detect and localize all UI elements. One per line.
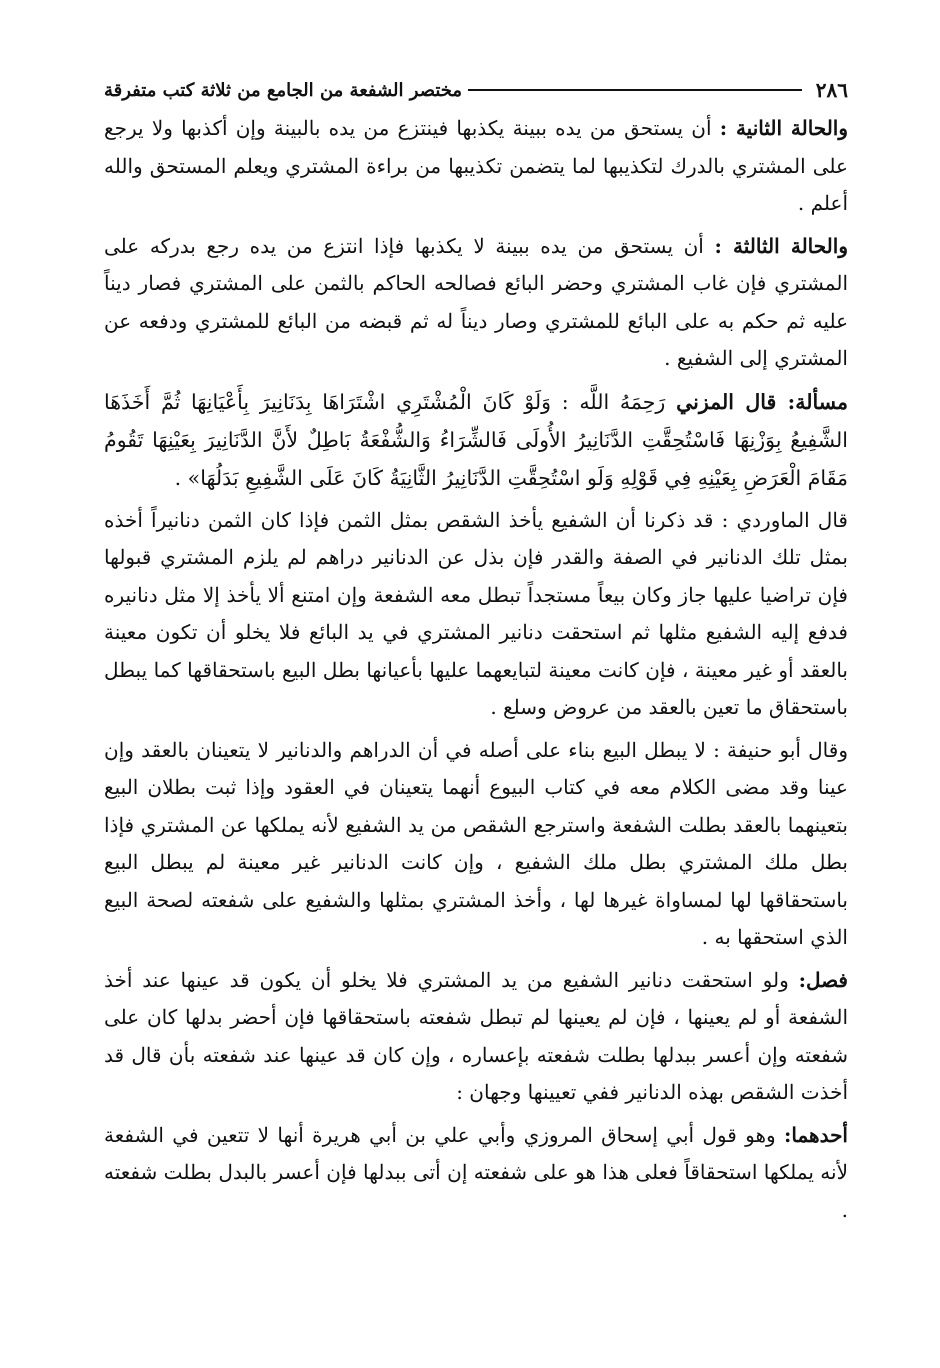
paragraph-text: ولو استحقت دنانير الشفيع من يد المشتري فلا يخلو أن يكون قد عينها عند أخذ الشفعة أو لم يعينها ، فإن لم يعينها لم تبطل شفعته باستحقاقها فإن أحضر بدلها كان على شفعته وإن أعسر ببدلها بطلت شفعته بإعساره ، وإن كان قد عينها عند شفعته بأن قال قد أخذت الشقص بهذه الدنانير ففي تعيينها وجهان : — [104, 967, 848, 1104]
paragraph-case-two — [104, 110, 848, 223]
paragraph-lead: فصل: — [798, 967, 848, 992]
paragraph-text: أن يستحق من يده ببينة لا يكذبها فإذا انتزع من يده رجع بدركه على المشتري فإن غاب المشتري وحضر البائع فصالحه الحاكم بالثمن على المشتري فصار ديناً عليه ثم حكم به على البائع للمشتري وصار ديناً له ثم قبضه من البائع للمشتري ودفعه عن المشتري إلى الشفيع . — [104, 233, 848, 370]
paragraph-case-three — [104, 228, 848, 378]
paragraph-mawardi — [104, 502, 848, 727]
document-body — [104, 110, 848, 1229]
header-rule — [468, 89, 802, 91]
paragraph-text: قال الماوردي : قد ذكرنا أن الشفيع يأخذ الشقص بمثل الثمن فإذا كان الثمن دنانيراً أخذه بمثل تلك الدنانير في الصفة والقدر فإن بذل عن الدنانير دراهم لم يلزم المشتري قبولها فإن تراضيا عليها جاز وكان بيعاً مستجداً تبطل معه الشفعة وإن امتنع ألا يأخذ إلا مثل دنانيره فدفع إليه الشفيع مثلها ثم استحقت دنانير المشتري في يد البائع فلا يخلو أن تكون معينة بالعقد أو غير معينة ، فإن كانت معينة لتبايعهما عليها بأعيانها بطل البيع باستحقاقها كما يبطل باستحقاق ما تعين بالعقد من عروض وسلع . — [104, 507, 848, 719]
paragraph-abu-hanifa — [104, 732, 848, 957]
paragraph-text: أن يستحق من يده ببينة يكذبها فينتزع من يده بالبينة وإن أكذبها ولا يرجع على المشتري بالدرك لتكذيبها لما يتضمن تكذيبها من براءة المشتري ويعلم المستحق والله أعلم . — [104, 116, 848, 215]
page-header — [104, 70, 848, 110]
paragraph-lead: مسألة: قال المزني — [676, 389, 848, 414]
paragraph-fasl — [104, 962, 848, 1112]
paragraph-text: وهو قول أبي إسحاق المروزي وأبي علي بن أبي هريرة أنها لا تتعين في الشفعة لأنه يملكها استحقاقاً فعلى هذا هو على شفعته إن أتى ببدلها فإن أعسر بالبدل بطلت شفعته . — [104, 1122, 849, 1222]
paragraph-lead: أحدهما: — [783, 1122, 848, 1147]
running-title: مختصر الشفعة من الجامع من ثلاثة كتب متفرقة — [104, 79, 463, 101]
paragraph-first-view — [104, 1117, 848, 1230]
paragraph-masala — [104, 383, 848, 497]
paragraph-text: رَحِمَهُ اللَّه : وَلَوْ كَانَ الْمُشْتَرِي اشْتَرَاهَا بِدَنَانِيرَ بِأَعْيَانِهَا ثُمَّ أَخَذَهَا الشَّفِيعُ بِوَزْنِهَا فَاسْتُحِقَّتِ الدَّنَانِيرُ الأُولَى فَالشِّرَاءُ وَالشُّفْعَةُ بَاطِلٌ لأَنَّ الدَّنَانِيرَ بِعَيْنِهَا تَقُومُ مَقَامَ الْعَرَضِ بِعَيْنِهِ فِي قَوْلِهِ وَلَو اسْتُحِقَّتِ الدَّنَانِيرُ الثَّانِيَةُ كَانَ عَلَى الشَّفِيعِ بَدَلُهَا» . — [104, 389, 848, 490]
paragraph-lead: والحالة الثالثة : — [714, 233, 848, 258]
paragraph-text: وقال أبو حنيفة : لا يبطل البيع بناء على أصله في أن الدراهم والدنانير لا يتعينان بالعقد وإن عينا وقد مضى الكلام معه في كتاب البيوع أنهما يتعينان في العقود وإذا ثبت بطلان البيع بتعينهما بالعقد بطلت الشفعة واسترجع الشقص من يد الشفيع لأنه يملكها عن المشتري فإذا بطل ملك المشتري بطل ملك الشفيع ، وإن كانت الدنانير غير معينة لم يبطل البيع باستحقاقها لها لمساواة غيرها لها ، وأخذ المشتري بمثلها والشفيع على شفعته لصحة البيع الذي استحقها به . — [104, 737, 848, 949]
paragraph-lead: والحالة الثانية : — [719, 116, 849, 140]
page-number: ٢٨٦ — [815, 78, 848, 102]
